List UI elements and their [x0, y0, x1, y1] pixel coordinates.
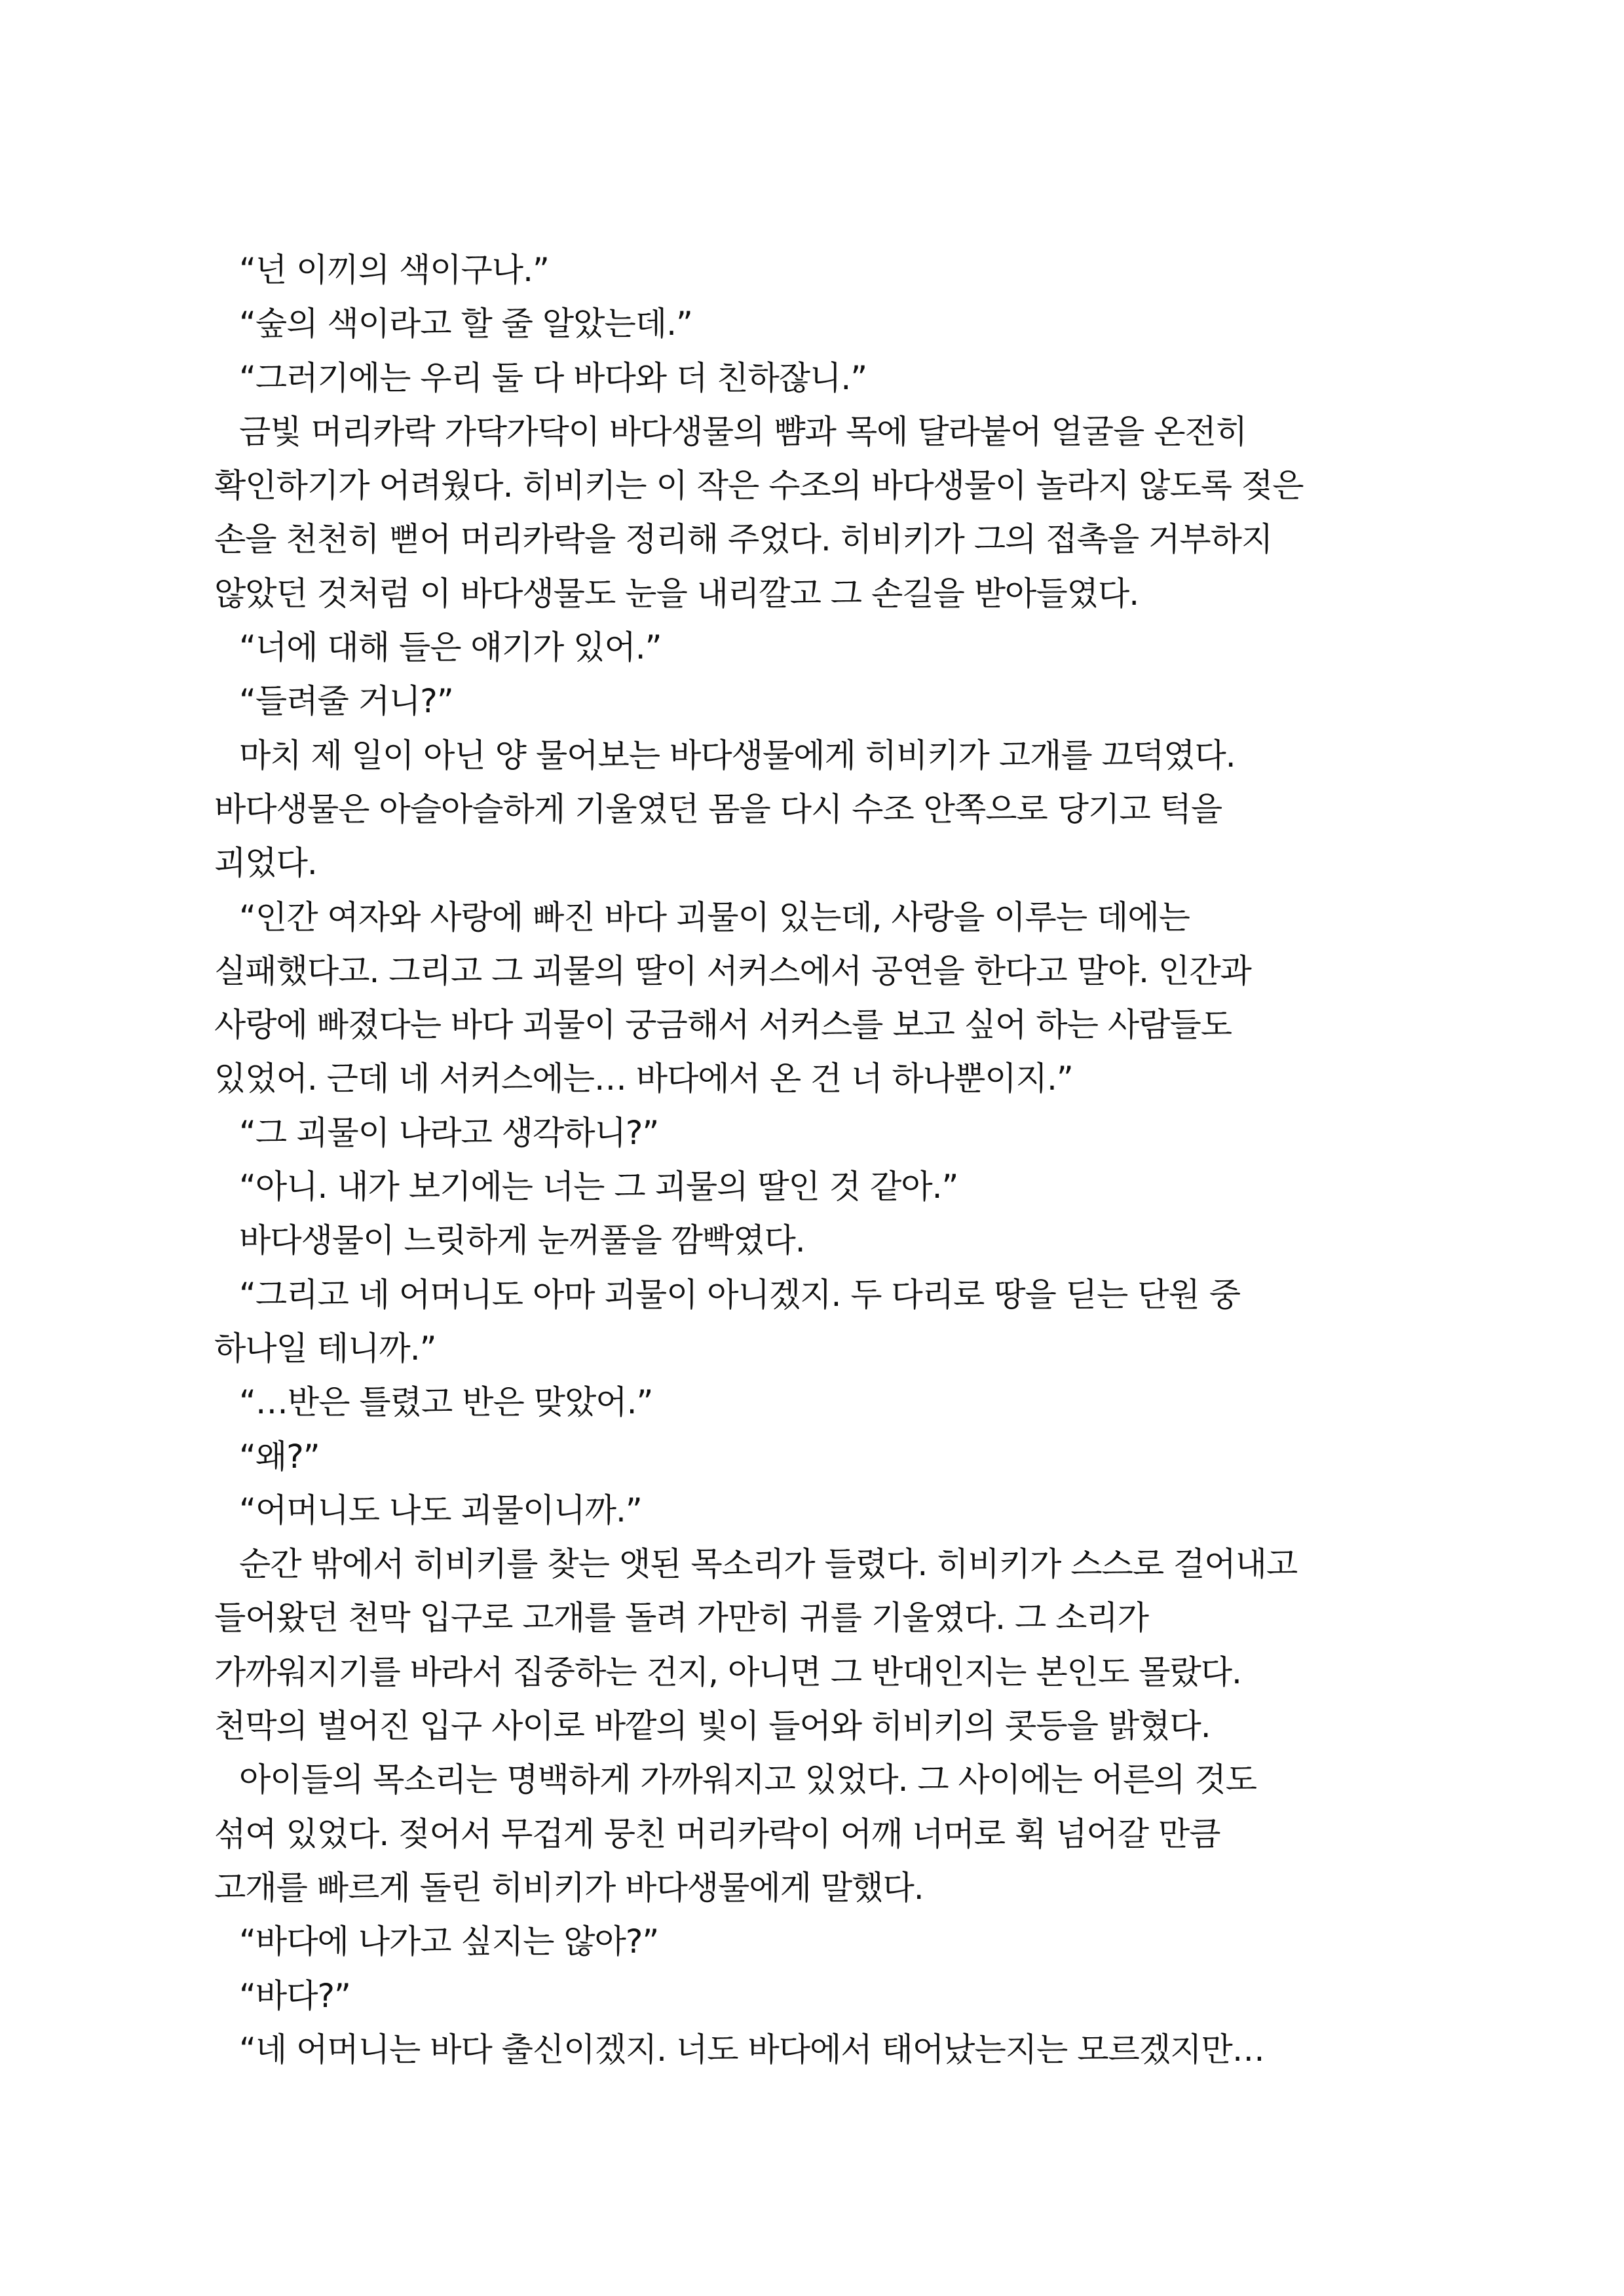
text-line: 실패했다고. 그리고 그 괴물의 딸이 서커스에서 공연을 한다고 말야. 인간과 [214, 951, 1251, 990]
text-line: “바다에 나가고 싶지는 않아?” [239, 1923, 659, 1961]
paragraph [214, 1106, 1413, 1160]
paragraph [214, 1268, 1413, 1376]
paragraph [214, 2023, 1413, 2076]
text-line: 하나일 테니까.” [214, 1329, 436, 1368]
text-line: “그리고 네 어머니도 아마 괴물이 아니겠지. 두 다리로 땅을 딛는 단원 중 [239, 1275, 1241, 1314]
paragraph [214, 243, 1413, 297]
text-line: “들려줄 거니?” [239, 682, 453, 721]
text-line: 않았던 것처럼 이 바다생물도 눈을 내리깔고 그 손길을 받아들였다. [214, 574, 1139, 613]
text-line: 바다생물은 아슬아슬하게 기울였던 몸을 다시 수조 안쪽으로 당기고 턱을 [214, 790, 1222, 828]
text-line: 마치 제 일이 아닌 양 물어보는 바다생물에게 히비키가 고개를 끄덕였다. [239, 736, 1236, 775]
paragraph [214, 297, 1413, 351]
text-line: 섞여 있었다. 젖어서 무겁게 뭉친 머리카락이 어깨 너머로 휙 넘어갈 만큼 [214, 1814, 1220, 1853]
text-line: “숲의 색이라고 할 줄 알았는데.” [239, 305, 692, 343]
text-line: 순간 밖에서 히비키를 찾는 앳된 목소리가 들렸다. 히비키가 스스로 걸어내고 [239, 1545, 1298, 1584]
paragraph [214, 621, 1413, 674]
text-line: 아이들의 목소리는 명백하게 가까워지고 있었다. 그 사이에는 어른의 것도 [239, 1761, 1257, 1799]
text-line: “아니. 내가 보기에는 너는 그 괴물의 딸인 것 같아.” [239, 1168, 958, 1206]
text-line: 천막의 벌어진 입구 사이로 바깥의 빛이 들어와 히비키의 콧등을 밝혔다. [214, 1707, 1211, 1746]
text-line: “넌 이끼의 색이구나.” [239, 251, 549, 289]
paragraph [214, 1160, 1413, 1214]
text-line: “…반은 틀렸고 반은 맞았어.” [239, 1383, 653, 1422]
paragraph [214, 1537, 1413, 1753]
text-line: 금빛 머리카락 가닥가닥이 바다생물의 뺨과 목에 달라붙어 얼굴을 온전히 [239, 412, 1247, 451]
paragraph [214, 1969, 1413, 2023]
text-line: 고개를 빠르게 돌린 히비키가 바다생물에게 말했다. [214, 1868, 924, 1907]
text-line: “왜?” [239, 1437, 320, 1476]
paragraph [214, 405, 1413, 621]
text-line: 괴었다. [214, 844, 317, 883]
text-line: 들어왔던 천막 입구로 고개를 돌려 가만히 귀를 기울였다. 그 소리가 [214, 1599, 1149, 1637]
text-line: “바다?” [239, 1976, 350, 2015]
text-line: 사랑에 빠졌다는 바다 괴물이 궁금해서 서커스를 보고 싶어 하는 사람들도 [214, 1006, 1232, 1044]
paragraph [214, 674, 1413, 728]
paragraph [214, 1430, 1413, 1483]
text-line: 손을 천천히 뻗어 머리카락을 정리해 주었다. 히비키가 그의 접촉을 거부하지 [214, 520, 1273, 559]
paragraph [214, 1483, 1413, 1537]
text-line: 가까워지기를 바라서 집중하는 건지, 아니면 그 반대인지는 본인도 몰랐다. [214, 1653, 1241, 1691]
paragraph [214, 1214, 1413, 1267]
paragraph [214, 729, 1413, 890]
paragraph [214, 1915, 1413, 1968]
text-line: 바다생물이 느릿하게 눈꺼풀을 깜빡였다. [239, 1221, 805, 1260]
text-line: “그 괴물이 나라고 생각하니?” [239, 1113, 659, 1152]
paragraph [214, 1753, 1413, 1915]
text-line: 있었어. 근데 네 서커스에는… 바다에서 온 건 너 하나뿐이지.” [214, 1060, 1073, 1098]
paragraph [214, 351, 1413, 405]
text-line: “어머니도 나도 괴물이니까.” [239, 1491, 642, 1529]
text-line: 확인하기가 어려웠다. 히비키는 이 작은 수조의 바다생물이 놀라지 않도록 젖은 [214, 467, 1304, 505]
paragraph [214, 1375, 1413, 1429]
document-page [214, 243, 1413, 2076]
text-line: “그러기에는 우리 둘 다 바다와 더 친하잖니.” [239, 358, 867, 397]
paragraph [214, 890, 1413, 1106]
text-line: “네 어머니는 바다 출신이겠지. 너도 바다에서 태어났는지는 모르겠지만… [239, 2030, 1264, 2069]
text-line: “인간 여자와 사랑에 빠진 바다 괴물이 있는데, 사랑을 이루는 데에는 [239, 898, 1190, 936]
text-line: “너에 대해 들은 얘기가 있어.” [239, 628, 662, 667]
